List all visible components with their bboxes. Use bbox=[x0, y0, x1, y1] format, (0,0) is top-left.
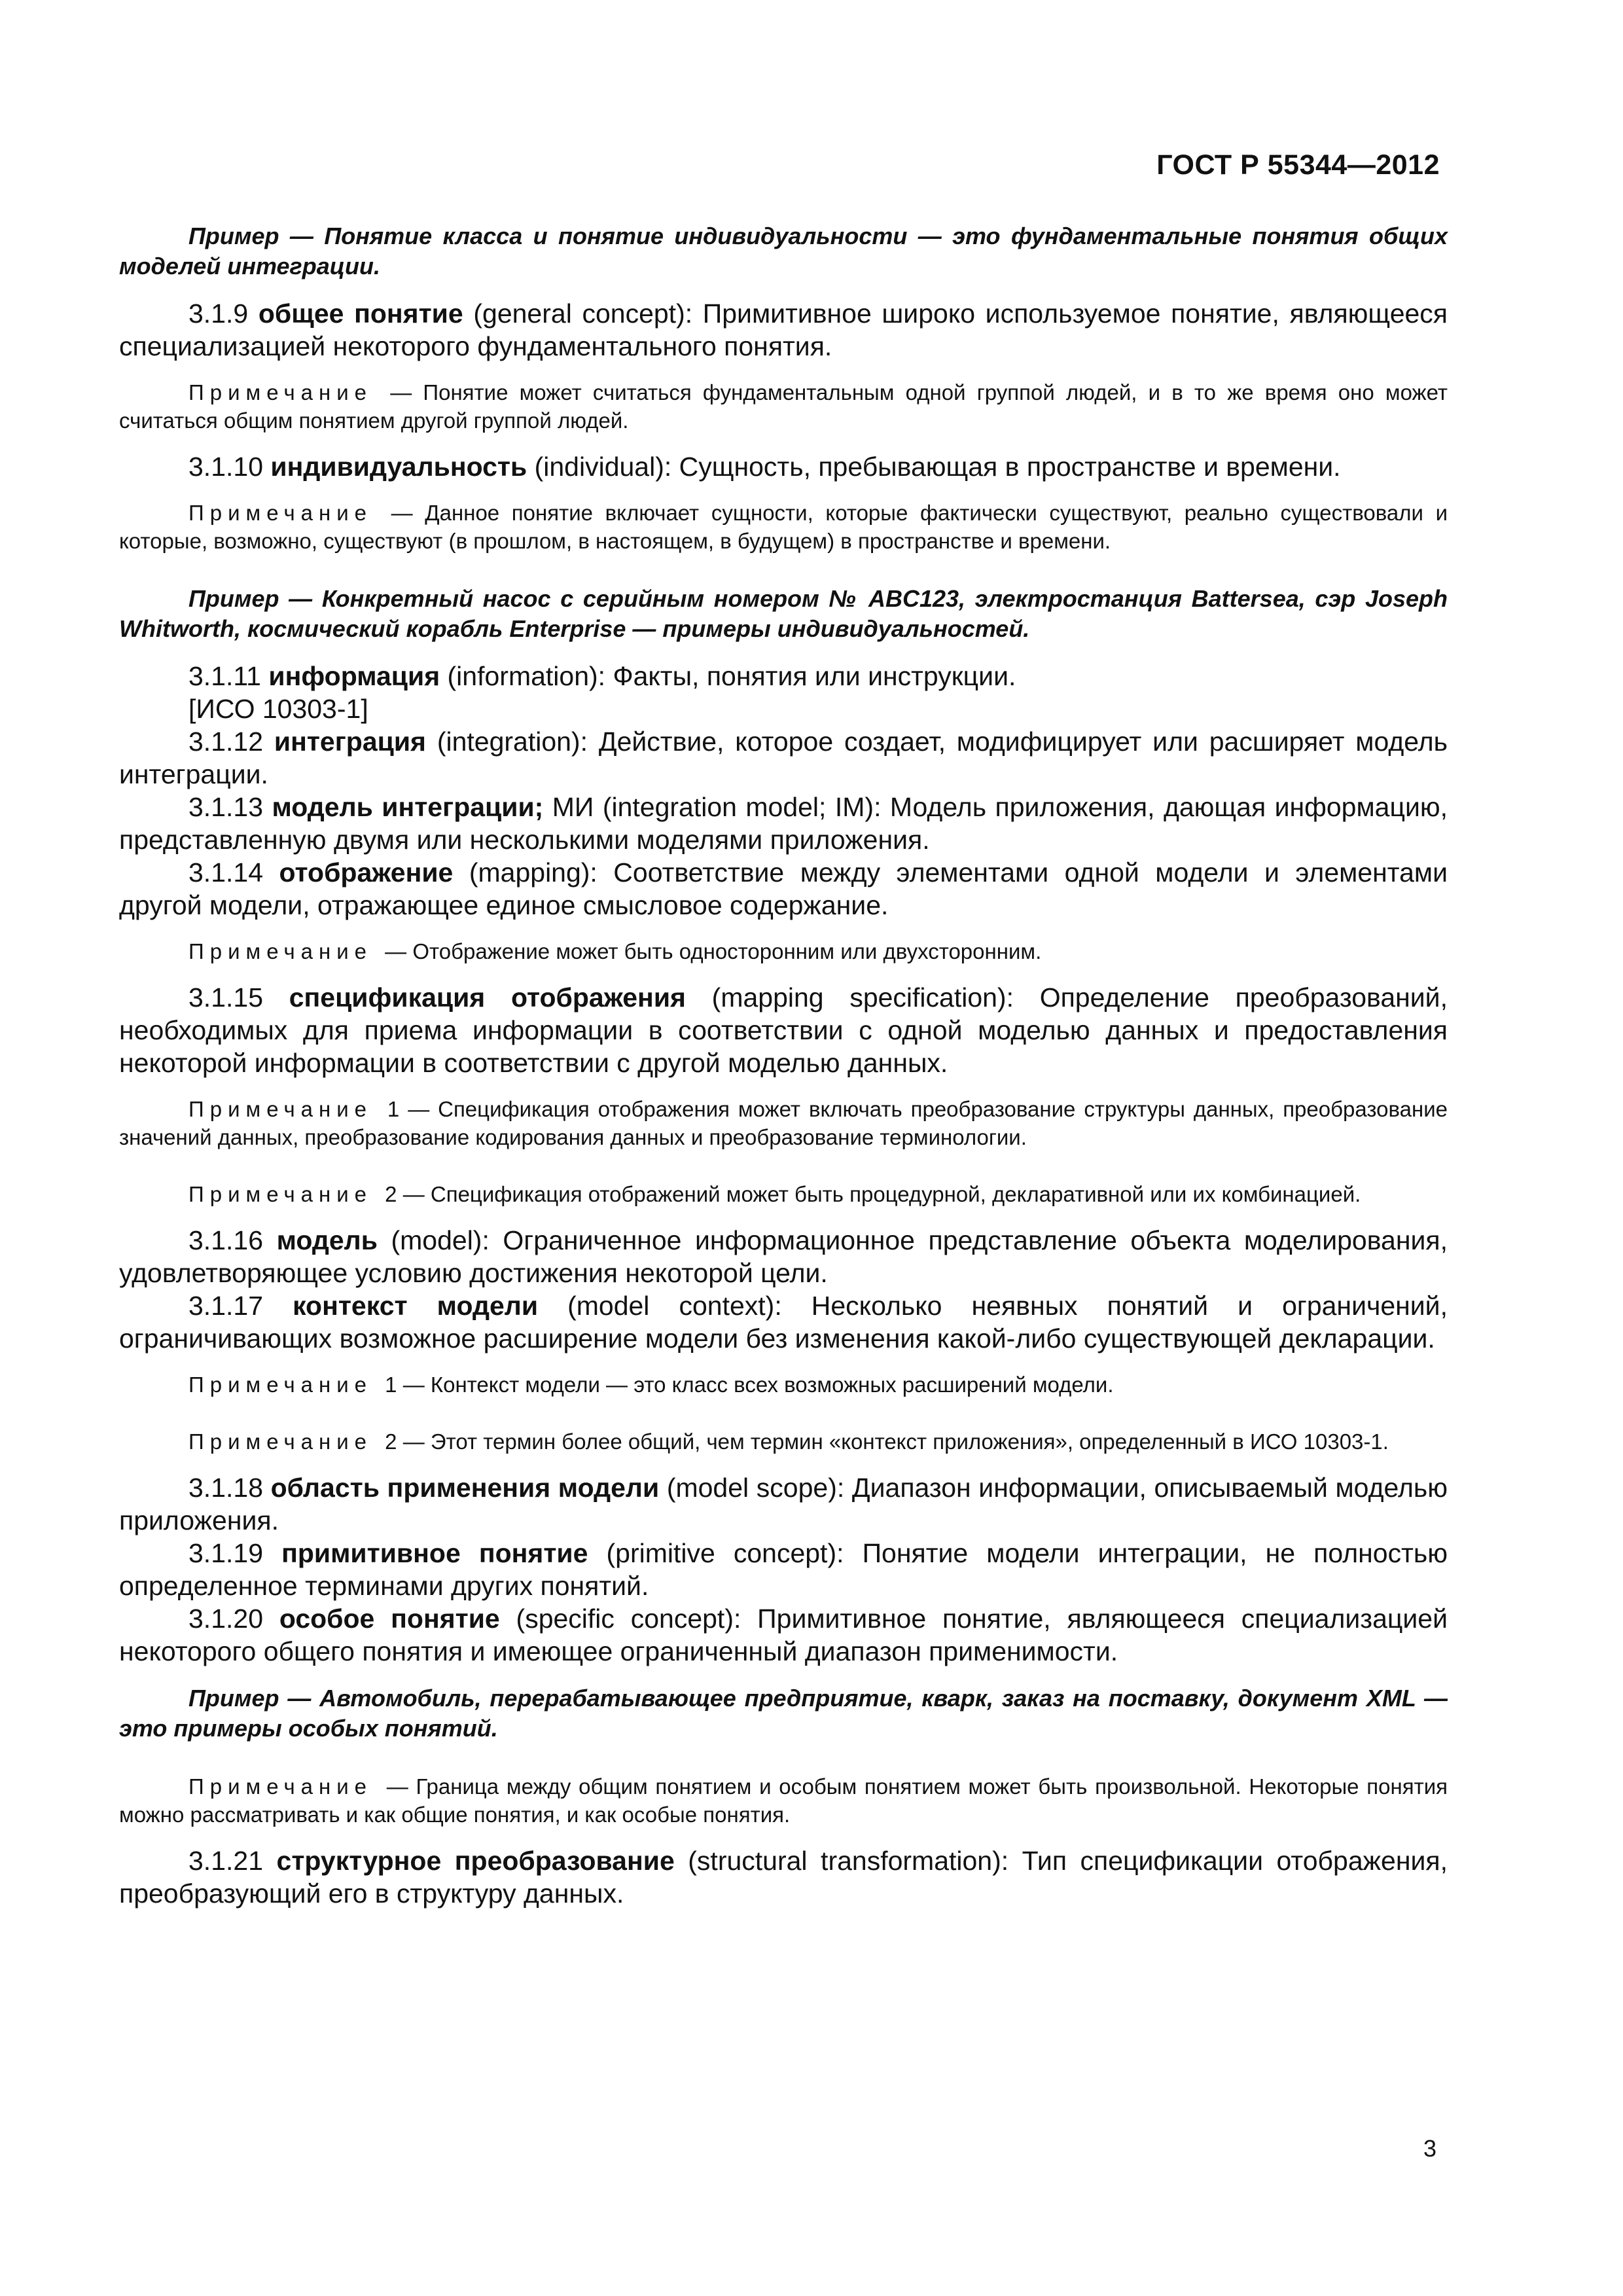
note-label: Примечание bbox=[188, 380, 373, 404]
example-individuals: Пример — Конкретный насос с серийным номером № ABC123, электростанция Battersea, сэр Joseph Whitworth, космический корабль Enterprise — примеры индивидуальностей. bbox=[119, 585, 1448, 642]
term-definition: (model scope): Диапазон информации, описываемый моделью приложения. bbox=[119, 1473, 1448, 1535]
term-number: 3.1.12 bbox=[188, 726, 263, 757]
note-text: 1 — Спецификация отображения может включать преобразование структуры данных, преобразование значений данных, преобразование кодирования данных и преобразование терминологии. bbox=[119, 1097, 1448, 1149]
term-name: интеграция bbox=[274, 726, 426, 757]
term-definition: (model context): Несколько неявных понятий и ограничений, ограничивающих возможное расширение модели без изменения какой-либо существующей декларации. bbox=[119, 1291, 1448, 1354]
note-text: — Понятие может считаться фундаментальным одной группой людей, и в то же время оно может считаться общим понятием другой группой людей. bbox=[119, 380, 1448, 433]
page-number: 3 bbox=[1423, 2135, 1436, 2162]
term-3-1-19 bbox=[119, 1537, 1448, 1602]
note-text: — Граница между общим понятием и особым понятием может быть произвольной. Некоторые понятия можно рассматривать и как общие понятия, и как особые понятия. bbox=[119, 1774, 1448, 1827]
note-text: 2 — Этот термин более общий, чем термин «контекст приложения», определенный в ИСО 10303-1. bbox=[379, 1429, 1389, 1454]
note-3-1-17-1 bbox=[119, 1371, 1448, 1399]
term-3-1-16 bbox=[119, 1224, 1448, 1289]
term-name: спецификация отображения bbox=[289, 982, 686, 1013]
term-name: модель интеграции; bbox=[272, 792, 544, 822]
note-text: 2 — Спецификация отображений может быть процедурной, декларативной или их комбинацией. bbox=[379, 1182, 1361, 1206]
note-label: Примечание bbox=[188, 1774, 373, 1799]
note-label: Примечание bbox=[188, 1097, 373, 1121]
note-label: Примечание bbox=[188, 1182, 373, 1206]
example-general-models: Пример — Понятие класса и понятие индивидуальности — это фундаментальные понятия общих моделей интеграции. bbox=[119, 223, 1448, 279]
note-3-1-17-2 bbox=[119, 1427, 1448, 1456]
note-3-1-20 bbox=[119, 1772, 1448, 1829]
term-number: 3.1.20 bbox=[188, 1604, 263, 1634]
term-3-1-18 bbox=[119, 1471, 1448, 1537]
term-definition: (individual): Сущность, пребывающая в пространстве и времени. bbox=[527, 452, 1341, 482]
note-3-1-10 bbox=[119, 499, 1448, 555]
note-label: Примечание bbox=[188, 501, 373, 525]
term-number: 3.1.16 bbox=[188, 1225, 263, 1255]
reference-iso-10303-1: [ИСО 10303-1] bbox=[188, 694, 368, 724]
term-3-1-12 bbox=[119, 725, 1448, 791]
term-name: информация bbox=[268, 661, 440, 691]
term-definition: (integration): Действие, которое создает, модифицирует или расширяет модель интеграции. bbox=[119, 726, 1448, 789]
term-name: отображение bbox=[279, 857, 454, 888]
note-3-1-15-2 bbox=[119, 1180, 1448, 1208]
term-name: особое понятие bbox=[279, 1604, 500, 1634]
note-3-1-15-1 bbox=[119, 1095, 1448, 1151]
note-3-1-14 bbox=[119, 937, 1448, 965]
term-3-1-14 bbox=[119, 856, 1448, 922]
term-number: 3.1.17 bbox=[188, 1291, 263, 1321]
term-name: общее понятие bbox=[258, 298, 463, 329]
term-name: структурное преобразование bbox=[276, 1846, 675, 1876]
term-number: 3.1.11 bbox=[188, 661, 261, 691]
term-definition: (mapping specification): Определение преобразований, необходимых для приема информации в соответствии с одной моделью данных и предоставления некоторой информации в соответствии с другой моделью данных. bbox=[119, 982, 1448, 1078]
term-definition: (general concept): Примитивное широко используемое понятие, являющееся специализацией некоторого фундаментального понятия. bbox=[119, 298, 1448, 361]
term-number: 3.1.13 bbox=[188, 792, 263, 822]
term-number: 3.1.18 bbox=[188, 1473, 263, 1503]
term-definition: (structural transformation): Тип спецификации отображения, преобразующий его в структуру данных. bbox=[119, 1846, 1448, 1909]
example-specific-concepts: Пример — Автомобиль, перерабатывающее предприятие, кварк, заказ на поставку, документ XML — это примеры особых понятий. bbox=[119, 1685, 1448, 1742]
term-definition: МИ (integration model; IM): Модель приложения, дающая информацию, представленную двумя или несколькими моделями приложения. bbox=[119, 792, 1448, 855]
term-name: модель bbox=[276, 1225, 378, 1255]
standard-code: ГОСТ Р 55344—2012 bbox=[1156, 149, 1440, 181]
term-name: область применения модели bbox=[270, 1473, 660, 1503]
term-3-1-21 bbox=[119, 1844, 1448, 1910]
page-content bbox=[119, 221, 1448, 1910]
note-text: 1 — Контекст модели — это класс всех возможных расширений модели. bbox=[379, 1372, 1114, 1397]
term-definition: (mapping): Соответствие между элементами одной модели и элементами другой модели, отражающее единое смысловое содержание. bbox=[119, 857, 1448, 920]
note-label: Примечание bbox=[188, 1429, 373, 1454]
term-3-1-13 bbox=[119, 791, 1448, 856]
term-3-1-9 bbox=[119, 297, 1448, 363]
term-name: индивидуальность bbox=[270, 452, 527, 482]
term-definition: (specific concept): Примитивное понятие, являющееся специализацией некоторого общего понятия и имеющее ограниченный диапазон применимости. bbox=[119, 1604, 1448, 1666]
note-3-1-9 bbox=[119, 378, 1448, 435]
term-3-1-20 bbox=[119, 1602, 1448, 1668]
term-3-1-11 bbox=[119, 660, 1448, 692]
note-text: — Данное понятие включает сущности, которые фактически существуют, реально существовали и которые, возможно, существуют (в прошлом, в настоящем, в будущем) в пространстве и времени. bbox=[119, 501, 1448, 553]
term-number: 3.1.9 bbox=[188, 298, 249, 329]
term-name: контекст модели bbox=[293, 1291, 539, 1321]
term-number: 3.1.19 bbox=[188, 1538, 263, 1568]
note-label: Примечание bbox=[188, 1372, 373, 1397]
term-definition: (information): Факты, понятия или инструкции. bbox=[440, 661, 1016, 691]
term-definition: (primitive concept): Понятие модели интеграции, не полностью определенное терминами других понятий. bbox=[119, 1538, 1448, 1601]
note-text: — Отображение может быть односторонним или двухсторонним. bbox=[379, 939, 1042, 963]
term-number: 3.1.10 bbox=[188, 452, 263, 482]
term-3-1-10 bbox=[119, 450, 1448, 483]
term-definition: (model): Ограниченное информационное представление объекта моделирования, удовлетворяющее условию достижения некоторой цели. bbox=[119, 1225, 1448, 1288]
term-3-1-15 bbox=[119, 981, 1448, 1079]
note-label: Примечание bbox=[188, 939, 373, 963]
term-number: 3.1.15 bbox=[188, 982, 263, 1013]
term-name: примитивное понятие bbox=[281, 1538, 588, 1568]
term-3-1-17 bbox=[119, 1289, 1448, 1355]
term-number: 3.1.14 bbox=[188, 857, 263, 888]
term-number: 3.1.21 bbox=[188, 1846, 263, 1876]
